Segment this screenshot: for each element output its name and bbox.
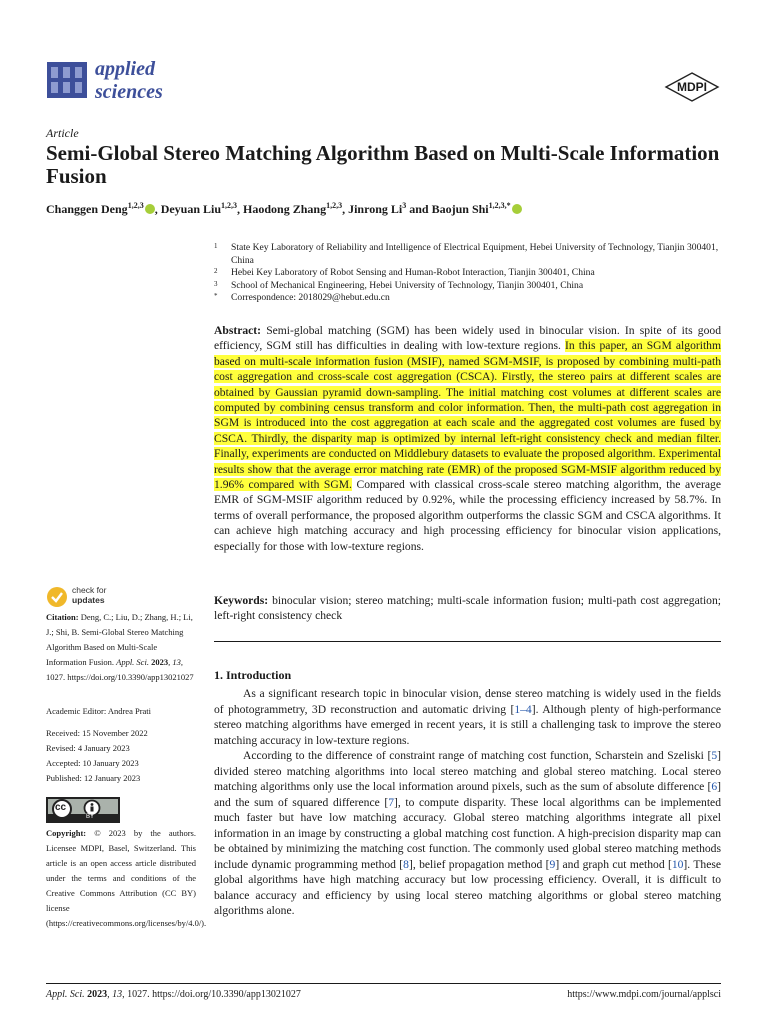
footer-journal-url[interactable]: https://www.mdpi.com/journal/applsci: [567, 989, 721, 1000]
affiliation-mark: 1: [214, 242, 218, 250]
author-affiliation-marks: 1,2,3,*: [488, 201, 511, 210]
footer-year: 2023: [84, 989, 108, 1000]
author-affiliation-marks: 1,2,3: [221, 201, 238, 210]
abstract-text-end: Compared with classical cross-scale stereo matching algorithm, the average EMR of SGM-MSIF algorithm reduced by 0.92%, while the processing efficiency increased by 58.7%. In terms of overall performance, the proposed algorithm outperforms the classic SGM and CSCA algorithms. It can achieve high matching accuracy and high processing efficiency for binocular vision applications, especially for those with low-texture regions.: [214, 478, 721, 553]
citation-volume: , 13: [168, 657, 181, 667]
copyright-label: Copyright:: [46, 828, 87, 838]
footer-divider: [46, 983, 721, 984]
orcid-icon[interactable]: [512, 204, 522, 214]
footer-doi[interactable]: , 1027. https://doi.org/10.3390/app13021027: [122, 989, 301, 1000]
affiliation-text: Correspondence: 2018029@hebut.edu.cn: [231, 292, 390, 304]
author-name: Deyuan Liu: [160, 202, 222, 216]
affiliation-item: [214, 267, 726, 280]
footer-journal: Appl. Sci.: [46, 989, 85, 1000]
affiliation-item: [214, 242, 726, 267]
paragraph: According to the difference of constraint range of matching cost function, Scharstein and Szeliski [5] divided stereo matching algorithms into local stereo matching and global stereo matching. Local stereo matching algorithms only use the local information around pixels, such as the sum of absolute difference [6] and the sum of squared difference [7], to compute disparity. These local algorithms can be implemented much faster but have low matching accuracy. Global stereo matching algorithms integrate all pixel information in an image by constructing a global matching cost function. A high-precision disparity map can be obtained by minimizing the matching cost function. The commonly used global stereo matching methods include dynamic programming method [8], belief propagation method [9] and graph cut method [10]. These global algorithms have high matching accuracy but low processing efficiency. Overall, it is difficult to balance accuracy and efficiency by using local stereo matching algorithms or global stereo matching algorithms alone.: [214, 749, 722, 917]
cc-label: cc: [55, 802, 67, 813]
journal-name: applied sciences: [95, 58, 163, 103]
by-label: BY: [86, 814, 95, 820]
date-received: Received: 15 November 2022: [46, 728, 148, 738]
journal-logo-icon: [47, 62, 87, 98]
author-affiliation-marks: 3: [402, 201, 407, 210]
author-affiliation-marks: 1,2,3: [326, 201, 343, 210]
author-separator: ,: [237, 202, 244, 216]
publisher-logo: [664, 72, 720, 102]
affiliation-text: Hebei Key Laboratory of Robot Sensing and Human-Robot Interaction, Tianjin 300401, China: [231, 267, 595, 279]
check-updates-line2: updates: [72, 595, 105, 605]
check-updates-line1: check for: [72, 585, 107, 595]
date-revised: Revised: 4 January 2023: [46, 743, 130, 753]
author-name: Baojun Shi: [431, 202, 489, 216]
abstract: [214, 323, 721, 554]
affiliation-mark: 2: [214, 267, 218, 276]
check-for-updates-badge[interactable]: [46, 585, 146, 609]
paper-title: Semi-Global Stereo Matching Algorithm Based on Multi-Scale Information Fusion: [46, 141, 720, 188]
author-name: Haodong Zhang: [243, 202, 327, 216]
article-type: Article: [46, 126, 79, 140]
citation-link[interactable]: 8: [403, 857, 409, 871]
author-name: Jinrong Li: [348, 202, 403, 216]
citation-link[interactable]: 6: [711, 780, 718, 793]
author-list: [46, 201, 736, 217]
affiliation-item: [214, 280, 726, 293]
author-separator: ,: [154, 202, 161, 216]
citation-block: [46, 610, 196, 685]
footer-citation: [46, 989, 301, 1000]
keywords-text: binocular vision; stereo matching; multi-scale information fusion; multi-path cost aggregation; left-right consistency check: [214, 594, 721, 623]
date-accepted: Accepted: 10 January 2023: [46, 758, 139, 768]
affiliation-mark: 3: [214, 279, 218, 288]
citation-link[interactable]: 1–4: [514, 702, 532, 716]
citation-link[interactable]: 10: [671, 857, 684, 871]
footer-volume: , 13: [107, 989, 123, 1000]
citation-link[interactable]: 5: [711, 749, 718, 762]
cc-by-license-badge[interactable]: [46, 797, 120, 823]
abstract-label: Abstract:: [214, 324, 262, 337]
author-name: Changgen Deng: [46, 202, 128, 216]
dates-block: [46, 726, 196, 786]
abstract-text-start: Semi-global matching (SGM) has been widely used in binocular vision. In spite of its good efficiency, SGM still has difficulties in dealing with low-texture regions.: [214, 324, 721, 353]
affiliation-mark: *: [214, 292, 218, 301]
citation-label: Citation:: [46, 612, 79, 622]
author-separator: ,: [342, 202, 349, 216]
section-heading: 1. Introduction: [214, 668, 292, 682]
citation-link[interactable]: 9: [549, 857, 556, 871]
citation-link[interactable]: 7: [388, 795, 394, 809]
affiliation-text: School of Mechanical Engineering, Hebei University of Technology, Tianjin 300401, China: [231, 279, 584, 291]
citation-journal: Appl. Sci.: [116, 657, 149, 667]
citation-year: 2023: [148, 657, 169, 667]
section-divider: [214, 641, 721, 642]
abstract-highlighted-text: In this paper, an SGM algorithm based on multi-scale information fusion (MSIF), named SGM-MSIF, is proposed by combining multi-path cost aggregation and cross-scale cost aggregation (CSCA). Firstly, the stereo pairs at different scales are obtained by Gaussian pyramid down-sampling. The initial matching cost volumes at different scales are computed by combining census transform and color information. Then, the multi-path cost aggregation in SGM is introduced into the cost aggregation at each scale and the aggregated cost volumes are fused by CSCA. Thirdly, the disparity map is optimized by internal left-right consistency check and median filter. Finally, experiments are conducted on Middlebury datasets to evaluate the proposed algorithm. Experimental results show that the average error matching rate (EMR) of the proposed SGM-MSIF algorithm reduced by 1.96% compared with SGM.: [214, 339, 721, 492]
introduction-body: [214, 686, 721, 919]
check-updates-icon: [46, 586, 68, 608]
orcid-icon[interactable]: [145, 204, 155, 214]
publisher-name: MDPI: [677, 80, 707, 94]
citation-text: Deng, C.; Liu, D.; Zhang, H.; Li, J.; Shi, B. Semi-Global Stereo Matching Algorithm Based on Multi-Scale Information Fusion.: [46, 612, 193, 667]
affiliation-text: State Key Laboratory of Reliability and Intelligence of Electrical Equipment, Hebei University of Technology, Tianjin 300401, China: [231, 242, 719, 266]
paragraph: As a significant research topic in binocular vision, dense stereo matching is widely used in the fields of photogrammetry, 3D reconstruction and automatic driving [1–4]. Although plenty of high-performance stereo matching algorithms have emerged in recent years, it is still a challenging task to improve the stereo matching accuracy in low-texture regions.: [214, 687, 721, 747]
date-published: Published: 12 January 2023: [46, 773, 141, 783]
copyright-block: [46, 826, 207, 931]
keywords-label: Keywords:: [214, 594, 269, 607]
author-affiliation-marks: 1,2,3: [127, 201, 144, 210]
affiliation-item: [214, 292, 726, 305]
academic-editor: Academic Editor: Andrea Prati: [46, 706, 152, 716]
citation-rest: , 1027. https://doi.org/10.3390/app13021027: [46, 657, 194, 682]
affiliations: [214, 242, 726, 305]
copyright-text: © 2023 by the authors. Licensee MDPI, Basel, Switzerland. This article is an open access article distributed under the terms and conditions of the Creative Commons Attribution (CC BY) license (https://creativecommons.org/licenses/by/4.0/).: [46, 828, 207, 928]
author-separator: and: [406, 202, 432, 216]
keywords: [214, 593, 721, 624]
